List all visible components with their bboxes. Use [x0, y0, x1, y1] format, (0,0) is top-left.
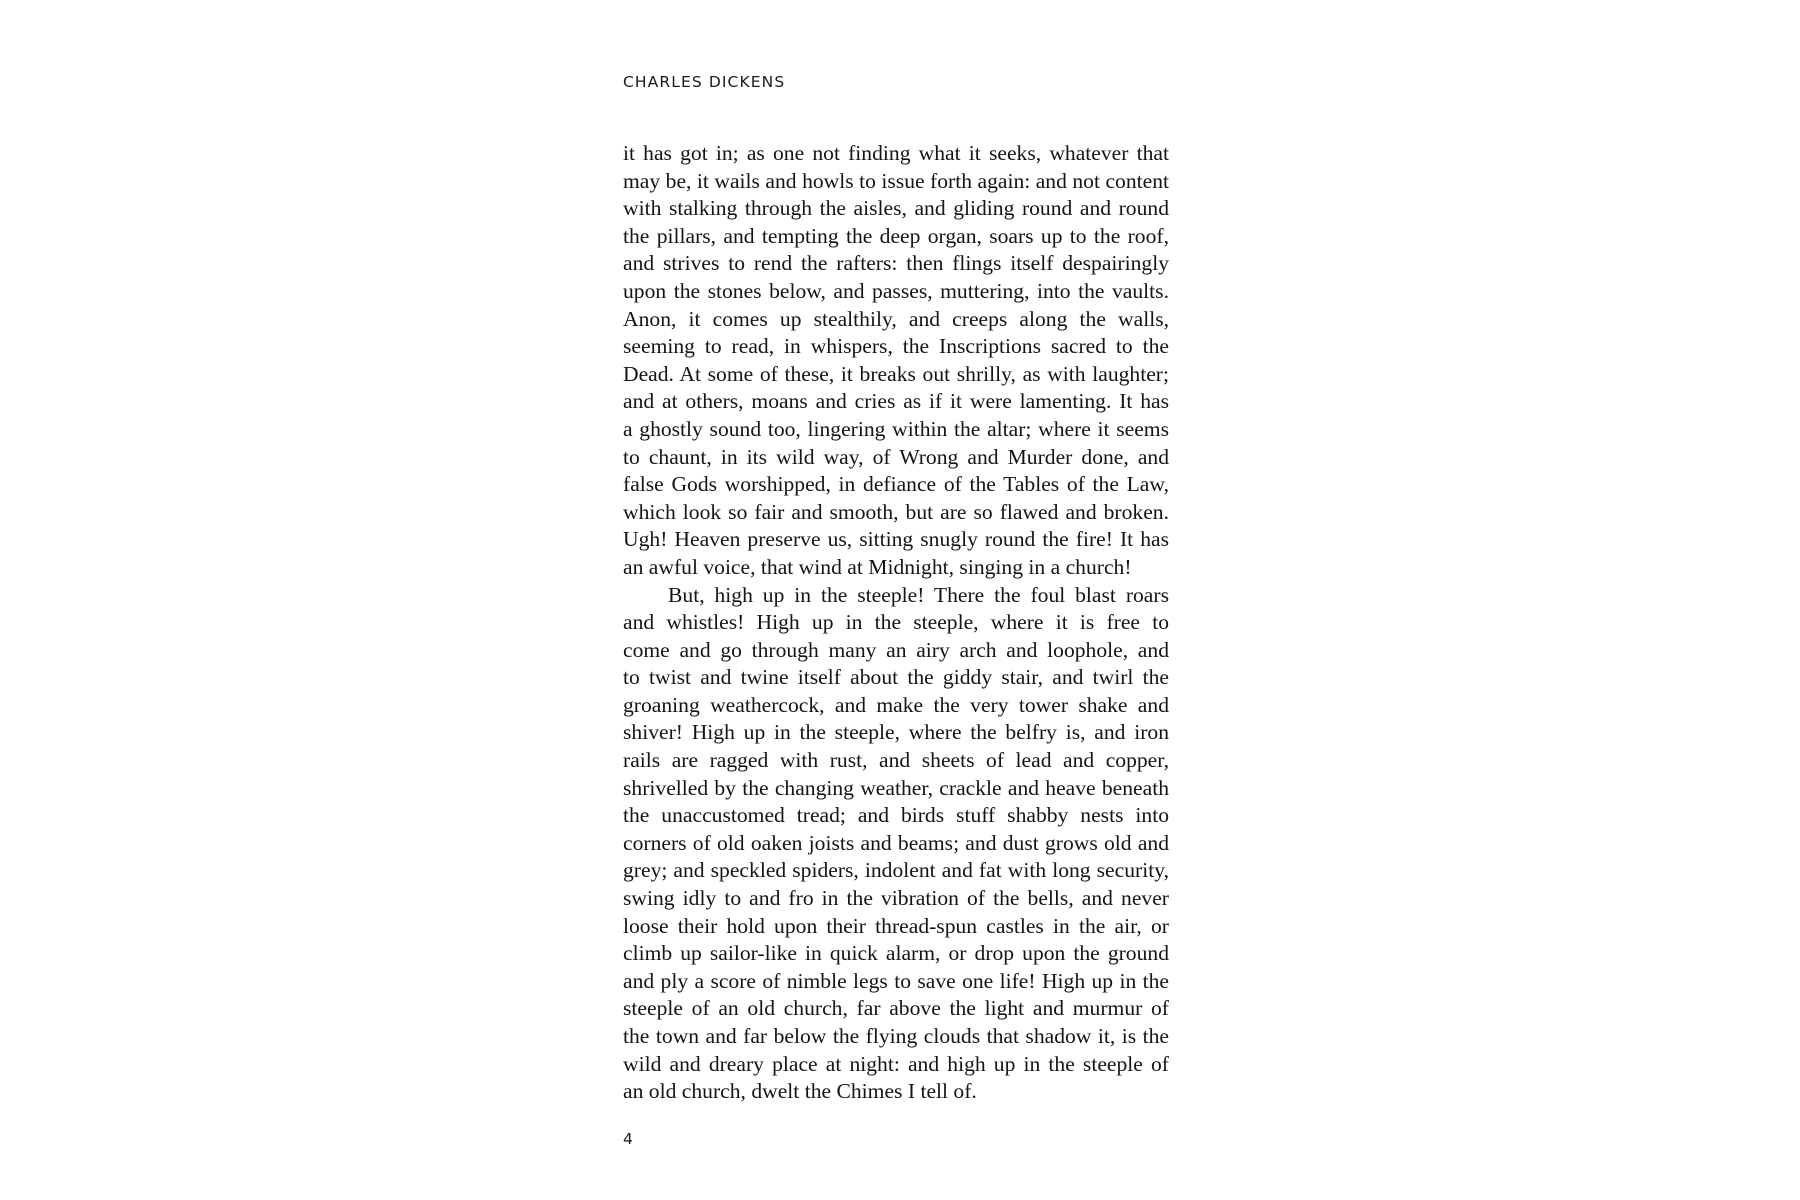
text-line: may be, it wails and howls to issue forth again: and not content — [623, 168, 1169, 193]
text-line: Anon, it comes up stealthily, and creeps along the walls, — [623, 306, 1169, 331]
text-line: seeming to read, in whispers, the Inscriptions sacred to the — [623, 334, 1169, 359]
text-line: shrivelled by the changing weather, crackle and heave beneath — [623, 775, 1169, 800]
text-line: grey; and speckled spiders, indolent and fat with long security, — [623, 858, 1169, 883]
text-line: shiver! High up in the steeple, where the belfry is, and iron — [623, 720, 1169, 745]
text-line: to chaunt, in its wild way, of Wrong and Murder done, and — [623, 444, 1169, 469]
paragraph — [623, 582, 1169, 1106]
text-line: an old church, dwelt the Chimes I tell of. — [623, 1079, 977, 1104]
text-line: to twist and twine itself about the giddy stair, and twirl the — [623, 665, 1169, 690]
text-line: the pillars, and tempting the deep organ, soars up to the roof, — [623, 223, 1169, 248]
text-line: false Gods worshipped, in defiance of the Tables of the Law, — [623, 472, 1169, 497]
text-line: and ply a score of nimble legs to save one life! High up in the — [623, 968, 1169, 993]
text-line: steeple of an old church, far above the light and murmur of — [623, 996, 1169, 1021]
text-line: upon the stones below, and passes, muttering, into the vaults. — [623, 278, 1169, 303]
text-line: come and go through many an airy arch and loophole, and — [623, 637, 1169, 662]
text-line: the town and far below the flying clouds that shadow it, is the — [623, 1024, 1169, 1048]
text-line: groaning weathercock, and make the very tower shake and — [623, 692, 1169, 717]
text-line: with stalking through the aisles, and gliding round and round — [623, 196, 1169, 221]
text-line: climb up sailor-like in quick alarm, or drop upon the ground — [623, 941, 1169, 966]
text-line: But, high up in the steeple! There the foul blast roars — [668, 582, 1169, 607]
text-line: and whistles! High up in the steeple, where it is free to — [623, 610, 1169, 635]
body-text — [623, 140, 1169, 1106]
text-line: loose their hold upon their thread-spun castles in the air, or — [623, 913, 1169, 938]
text-line: wild and dreary place at night: and high up in the steeple of — [623, 1051, 1169, 1076]
paragraph — [623, 140, 1169, 582]
text-line: Ugh! Heaven preserve us, sitting snugly round the fire! It has — [623, 527, 1169, 552]
text-line: and at others, moans and cries as if it were lamenting. It has — [623, 389, 1169, 414]
text-line: Dead. At some of these, it breaks out shrilly, as with laughter; — [623, 361, 1169, 386]
text-line: the unaccustomed tread; and birds stuff shabby nests into — [623, 803, 1169, 828]
text-line: a ghostly sound too, lingering within the altar; where it seems — [623, 416, 1169, 441]
text-line: and strives to rend the rafters: then flings itself despairingly — [623, 251, 1169, 276]
text-line: corners of old oaken joists and beams; and dust grows old and — [623, 830, 1169, 855]
text-line: swing idly to and fro in the vibration of the bells, and never — [623, 886, 1169, 911]
text-line: an awful voice, that wind at Midnight, singing in a church! — [623, 554, 1132, 579]
page-number: 4 — [623, 1130, 633, 1148]
running-head: CHARLES DICKENS — [623, 73, 786, 91]
text-line: it has got in; as one not finding what it seeks, whatever that — [623, 141, 1169, 165]
text-line: which look so fair and smooth, but are so flawed and broken. — [623, 499, 1169, 524]
text-line: rails are ragged with rust, and sheets of lead and copper, — [623, 748, 1169, 773]
